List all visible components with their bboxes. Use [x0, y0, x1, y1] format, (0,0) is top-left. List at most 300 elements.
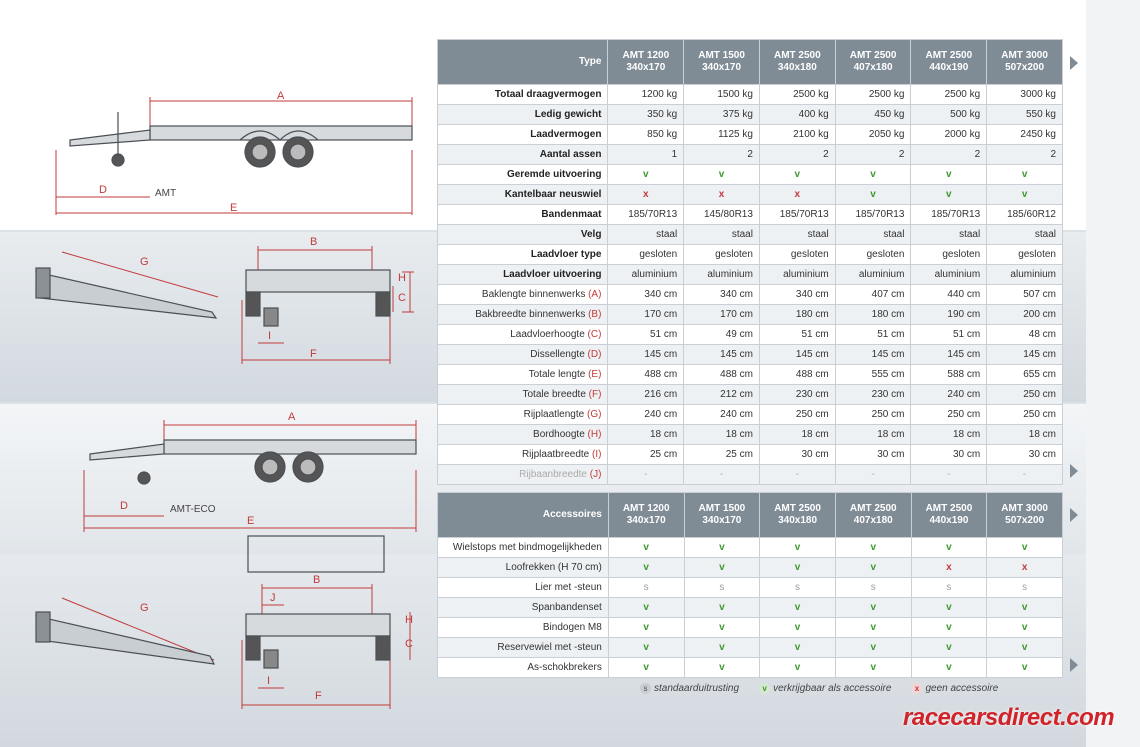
column-size: 440x190 — [929, 515, 969, 526]
table-cell: 180 cm — [835, 305, 911, 325]
table-cell — [987, 658, 1063, 678]
table-cell: staal — [608, 225, 684, 245]
table-cell: 2 — [987, 145, 1063, 165]
table-cell: 18 cm — [911, 425, 987, 445]
row-label-text: Velg — [580, 229, 602, 240]
dim-label-f-eco: F — [315, 690, 322, 702]
column-header-6 — [987, 493, 1063, 538]
table-cell: gesloten — [911, 245, 987, 265]
table-row — [438, 638, 1063, 658]
table-cell: 250 cm — [911, 405, 987, 425]
dim-label-i: I — [268, 330, 272, 342]
table-row — [438, 245, 1063, 265]
unavailable-mark: x — [718, 189, 725, 200]
unavailable-mark: x — [946, 562, 952, 573]
row-label-text: Laadvloer uitvoering — [503, 269, 602, 280]
trailer-drawings-svg — [0, 0, 430, 747]
table-cell — [684, 658, 760, 678]
column-size: 440x190 — [929, 62, 969, 73]
table-cell: 145 cm — [835, 345, 911, 365]
column-header-3 — [759, 40, 835, 85]
legend-none — [911, 683, 998, 694]
row-label-text: Bindogen M8 — [542, 622, 602, 633]
row-unit: (D) — [584, 349, 602, 360]
column-size: 340x170 — [702, 515, 742, 526]
table-cell: 180 cm — [759, 305, 835, 325]
column-model: AMT 1500 — [698, 50, 745, 61]
available-mark: v — [1021, 169, 1028, 180]
table-cell: 170 cm — [684, 305, 760, 325]
column-size: 340x170 — [626, 62, 666, 73]
unavailable-mark: x — [1021, 562, 1028, 573]
table-cell: 1 — [608, 145, 684, 165]
table-cell: 1125 kg — [684, 125, 760, 145]
table-cell: - — [608, 465, 684, 485]
dim-label-g: G — [140, 256, 149, 268]
table-cell — [760, 578, 836, 598]
table-row — [438, 385, 1063, 405]
table-cell: aluminium — [987, 265, 1063, 285]
row-label-text: Wielstops met bindmogelijkheden — [452, 542, 602, 553]
row-label — [438, 145, 608, 165]
table-cell — [835, 598, 911, 618]
available-mark: v — [643, 622, 649, 633]
row-label-text: Rijplaatlengte — [523, 409, 585, 420]
table-cell — [684, 558, 760, 578]
available-mark: v — [946, 602, 952, 613]
acc-header-row — [438, 493, 1063, 538]
row-label — [438, 618, 609, 638]
table-cell: aluminium — [608, 265, 684, 285]
next-arrow-icon[interactable] — [1070, 508, 1078, 522]
table-cell: 340 cm — [684, 285, 760, 305]
table-cell: 51 cm — [835, 325, 911, 345]
table-cell — [911, 618, 987, 638]
row-label — [438, 205, 608, 225]
row-label-text: Totale lengte — [528, 369, 586, 380]
row-label-text: Bandenmaat — [541, 209, 602, 220]
table-row — [438, 598, 1063, 618]
table-cell — [608, 578, 684, 598]
row-unit: (A) — [585, 289, 602, 300]
legend-standard-text: standaarduitrusting — [654, 683, 740, 694]
available-mark: v — [794, 602, 801, 613]
unavailable-mark: x — [643, 189, 649, 200]
available-mark: v — [794, 662, 801, 673]
column-size: 507x200 — [1005, 515, 1045, 526]
dim-label-a-eco: A — [288, 411, 296, 423]
available-mark: v — [718, 169, 725, 180]
table-cell — [608, 598, 684, 618]
column-header-1 — [608, 40, 684, 85]
available-mark: v — [946, 622, 952, 633]
table-cell — [608, 558, 684, 578]
table-row — [438, 538, 1063, 558]
table-cell: 2450 kg — [987, 125, 1063, 145]
table-cell: 30 cm — [987, 445, 1063, 465]
table-cell: - — [911, 465, 987, 485]
column-header-2 — [684, 40, 760, 85]
dim-label-e-eco: E — [247, 515, 255, 527]
table-cell: 1500 kg — [684, 85, 760, 105]
available-mark: v — [643, 562, 649, 573]
available-mark: v — [870, 642, 877, 653]
unavailable-mark: x — [794, 189, 801, 200]
table-row — [438, 445, 1063, 465]
row-label-text: Baklengte binnenwerks — [481, 289, 586, 300]
row-label-text: Loofrekken (H 70 cm) — [505, 562, 602, 573]
column-header-3 — [760, 493, 836, 538]
column-size: 507x200 — [1005, 62, 1045, 73]
table-cell: 250 cm — [759, 405, 835, 425]
table-cell: 240 cm — [911, 385, 987, 405]
row-label — [438, 185, 608, 205]
table-cell — [760, 598, 836, 618]
table-cell: gesloten — [835, 245, 911, 265]
dim-label-g-eco: G — [140, 602, 149, 614]
table-cell: 145 cm — [987, 345, 1063, 365]
standard-mark: s — [795, 582, 801, 593]
table-cell — [760, 558, 836, 578]
table-row — [438, 465, 1063, 485]
table-row — [438, 325, 1063, 345]
table-cell — [987, 185, 1063, 205]
table-cell — [684, 185, 760, 205]
spec-table — [437, 39, 1063, 485]
dim-label-h: H — [398, 272, 406, 284]
column-header-5 — [911, 493, 987, 538]
table-cell: 25 cm — [684, 445, 760, 465]
dim-label-e: E — [230, 202, 238, 214]
available-mark: v — [946, 642, 952, 653]
available-mark: v — [794, 542, 801, 553]
available-mark: v — [643, 662, 649, 673]
table-cell — [608, 638, 684, 658]
table-row — [438, 365, 1063, 385]
table-cell — [987, 618, 1063, 638]
available-mark: v — [719, 642, 725, 653]
table-cell: 550 kg — [987, 105, 1063, 125]
table-cell: 230 cm — [835, 385, 911, 405]
row-label-text: Laadvloerhoogte — [510, 329, 585, 340]
table-cell: 340 cm — [608, 285, 684, 305]
table-cell: 400 kg — [759, 105, 835, 125]
available-mark: v — [870, 169, 876, 180]
table-row — [438, 105, 1063, 125]
table-cell — [911, 558, 987, 578]
available-mark: v — [643, 602, 649, 613]
spec-body — [438, 85, 1063, 485]
column-header-5 — [911, 40, 987, 85]
legend-accessory — [759, 683, 891, 694]
table-cell — [684, 638, 760, 658]
row-label-text: Dissellengte — [530, 349, 585, 360]
table-cell: 2050 kg — [835, 125, 911, 145]
table-cell: 488 cm — [608, 365, 684, 385]
model-label-amt-eco: AMT-ECO — [170, 504, 216, 515]
available-mark: v — [946, 169, 952, 180]
table-cell: 407 cm — [835, 285, 911, 305]
column-model: AMT 2500 — [925, 50, 973, 61]
table-cell: 350 kg — [608, 105, 684, 125]
dim-label-c-eco: C — [405, 638, 413, 650]
table-cell: 18 cm — [835, 425, 911, 445]
column-model: AMT 1200 — [622, 503, 670, 514]
table-cell: gesloten — [987, 245, 1063, 265]
column-model: AMT 2500 — [849, 50, 897, 61]
row-label-text: Reservewiel met -steun — [497, 642, 602, 653]
table-cell: 185/70R13 — [608, 205, 684, 225]
column-model: AMT 1200 — [622, 50, 670, 61]
table-cell — [684, 578, 760, 598]
column-header-4 — [835, 40, 911, 85]
table-cell: 2100 kg — [759, 125, 835, 145]
available-mark: v — [870, 562, 877, 573]
legend-accessory-text: verkrijgbaar als accessoire — [773, 683, 892, 694]
column-header-1 — [608, 493, 684, 538]
column-size: 407x180 — [853, 515, 893, 526]
table-cell: staal — [759, 225, 835, 245]
row-label — [438, 425, 608, 445]
row-label — [438, 465, 608, 485]
table-cell: 1200 kg — [608, 85, 684, 105]
table-cell: 185/70R13 — [759, 205, 835, 225]
row-label-text: Laadvermogen — [530, 129, 602, 140]
table-cell — [987, 558, 1063, 578]
standard-mark: s — [643, 582, 649, 593]
row-label-text: Spanbandenset — [531, 602, 602, 613]
table-cell — [835, 165, 911, 185]
row-label-text: Totale breedte — [522, 389, 586, 400]
table-cell: 2 — [911, 145, 987, 165]
row-unit: (F) — [585, 389, 602, 400]
table-cell: 2 — [759, 145, 835, 165]
column-model: AMT 3000 — [1001, 503, 1048, 514]
column-size: 340x170 — [626, 515, 666, 526]
dim-label-h-eco: H — [405, 614, 413, 626]
table-cell: 51 cm — [911, 325, 987, 345]
standard-mark: s — [1022, 582, 1028, 593]
row-label — [438, 598, 609, 618]
row-label-text: Lier met -steun — [535, 582, 602, 593]
table-cell — [911, 638, 987, 658]
column-header-4 — [835, 493, 911, 538]
table-cell: 145 cm — [759, 345, 835, 365]
available-mark: v — [946, 662, 952, 673]
column-header-6 — [987, 40, 1063, 85]
table-cell: 2000 kg — [911, 125, 987, 145]
table-cell: 18 cm — [987, 425, 1063, 445]
column-model: AMT 2500 — [773, 50, 821, 61]
table-cell — [760, 618, 836, 638]
table-cell: aluminium — [684, 265, 760, 285]
acc-body — [438, 538, 1063, 678]
table-cell: 30 cm — [911, 445, 987, 465]
table-cell: 507 cm — [987, 285, 1063, 305]
table-cell — [911, 185, 987, 205]
table-cell: 250 cm — [987, 385, 1063, 405]
table-cell — [684, 598, 760, 618]
table-cell: 3000 kg — [987, 85, 1063, 105]
table-cell: gesloten — [759, 245, 835, 265]
available-mark: v — [794, 622, 801, 633]
table-cell: 170 cm — [608, 305, 684, 325]
available-mark: v — [1021, 642, 1028, 653]
table-cell — [760, 638, 836, 658]
table-cell: 48 cm — [987, 325, 1063, 345]
table-cell — [608, 538, 684, 558]
next-arrow-icon[interactable] — [1070, 56, 1078, 70]
available-mark: v — [1021, 662, 1028, 673]
table-cell: 250 cm — [835, 405, 911, 425]
table-cell — [608, 185, 684, 205]
available-mark: v — [946, 189, 952, 200]
table-row — [438, 285, 1063, 305]
row-label — [438, 265, 608, 285]
technical-drawings — [0, 0, 430, 747]
row-label-text: Ledig gewicht — [534, 109, 602, 120]
column-size: 340x180 — [777, 62, 817, 73]
table-cell: aluminium — [911, 265, 987, 285]
row-unit: (G) — [584, 409, 602, 420]
table-cell: 240 cm — [608, 405, 684, 425]
table-cell — [987, 538, 1063, 558]
table-cell: 555 cm — [835, 365, 911, 385]
table-row — [438, 405, 1063, 425]
dim-label-j-eco: J — [270, 592, 276, 604]
available-mark: v — [794, 562, 801, 573]
dim-label-i-eco: I — [267, 675, 271, 687]
table-row — [438, 185, 1063, 205]
available-mark: v — [719, 602, 725, 613]
table-row — [438, 345, 1063, 365]
table-cell — [684, 538, 760, 558]
table-cell: 25 cm — [608, 445, 684, 465]
row-label — [438, 285, 608, 305]
legend-standard — [640, 683, 739, 694]
table-cell: 2500 kg — [835, 85, 911, 105]
table-cell: 488 cm — [759, 365, 835, 385]
table-cell: 450 kg — [835, 105, 911, 125]
available-mark: v — [719, 542, 725, 553]
table-cell: 185/70R13 — [911, 205, 987, 225]
table-cell — [835, 558, 911, 578]
row-unit: (J) — [586, 469, 602, 480]
table-cell — [608, 658, 684, 678]
row-unit: (E) — [585, 369, 602, 380]
table-cell: 49 cm — [684, 325, 760, 345]
row-label — [438, 578, 609, 598]
table-cell: aluminium — [835, 265, 911, 285]
table-row — [438, 305, 1063, 325]
row-label — [438, 638, 609, 658]
table-cell: 2 — [684, 145, 760, 165]
model-label-amt: AMT — [155, 188, 177, 199]
row-unit: (H) — [584, 429, 602, 440]
watermark-logo: racecarsdirect.com — [903, 704, 1115, 731]
table-row — [438, 205, 1063, 225]
dim-label-b-eco: B — [313, 574, 321, 586]
table-cell: 30 cm — [759, 445, 835, 465]
next-arrow-icon[interactable] — [1070, 658, 1078, 672]
table-cell: staal — [987, 225, 1063, 245]
table-cell — [759, 185, 835, 205]
row-label — [438, 245, 608, 265]
column-size: 340x180 — [778, 515, 818, 526]
row-label-text: Rijplaatbreedte — [521, 449, 590, 460]
table-cell: 375 kg — [684, 105, 760, 125]
available-mark: v — [643, 169, 649, 180]
row-label-text: Geremde uitvoering — [506, 169, 602, 180]
row-label — [438, 405, 608, 425]
table-cell — [911, 598, 987, 618]
table-cell: 500 kg — [911, 105, 987, 125]
table-cell — [911, 165, 987, 185]
available-mark: v — [870, 602, 877, 613]
table-cell: 190 cm — [911, 305, 987, 325]
column-model: AMT 3000 — [1001, 50, 1048, 61]
dim-label-b: B — [310, 236, 318, 248]
table-cell: - — [684, 465, 760, 485]
table-cell: gesloten — [608, 245, 684, 265]
table-cell — [911, 538, 987, 558]
legend-none-text: geen accessoire — [925, 683, 999, 694]
table-cell: 2500 kg — [759, 85, 835, 105]
table-row — [438, 265, 1063, 285]
spec-header-row — [438, 40, 1063, 85]
next-arrow-icon[interactable] — [1070, 464, 1078, 478]
row-label — [438, 165, 608, 185]
standard-mark: s — [946, 582, 952, 593]
table-cell — [911, 578, 987, 598]
table-cell: 588 cm — [911, 365, 987, 385]
table-cell — [987, 578, 1063, 598]
available-mark: v — [1021, 622, 1028, 633]
available-mark: v — [794, 169, 801, 180]
table-cell: staal — [911, 225, 987, 245]
row-label — [438, 365, 608, 385]
table-cell: 850 kg — [608, 125, 684, 145]
available-mark: v — [719, 622, 725, 633]
available-mark: v — [870, 622, 877, 633]
table-row — [438, 618, 1063, 638]
table-cell: 145 cm — [608, 345, 684, 365]
table-cell: staal — [835, 225, 911, 245]
column-model: AMT 2500 — [774, 503, 821, 514]
table-cell: 200 cm — [987, 305, 1063, 325]
table-cell: 18 cm — [684, 425, 760, 445]
table-cell: 51 cm — [608, 325, 684, 345]
column-model: AMT 2500 — [849, 503, 897, 514]
table-cell — [835, 638, 911, 658]
row-label — [438, 305, 608, 325]
row-unit: (I) — [589, 449, 602, 460]
table-row — [438, 558, 1063, 578]
available-mark: v — [719, 562, 725, 573]
dim-label-d-eco: D — [120, 500, 128, 512]
table-cell — [684, 165, 760, 185]
table-cell: 51 cm — [759, 325, 835, 345]
available-mark: v — [870, 542, 877, 553]
table-row — [438, 145, 1063, 165]
table-cell — [608, 618, 684, 638]
available-mark: v — [1021, 602, 1028, 613]
table-cell — [987, 165, 1063, 185]
table-cell: - — [987, 465, 1063, 485]
available-mark: v — [1021, 542, 1028, 553]
row-label — [438, 105, 608, 125]
row-label-text: As-schokbrekers — [527, 662, 602, 673]
